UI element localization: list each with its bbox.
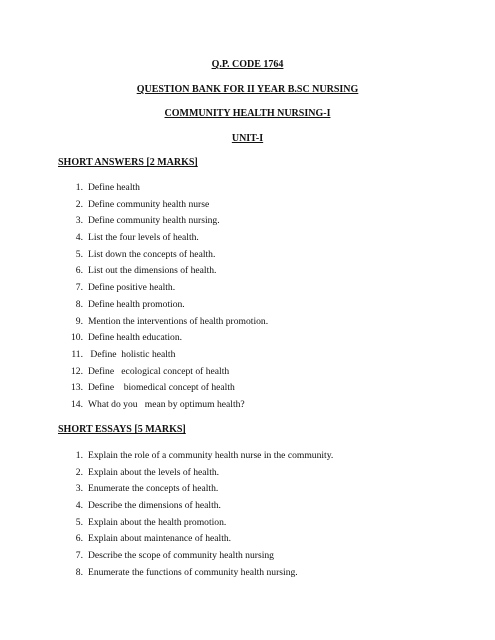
question-number: 7. bbox=[75, 282, 83, 294]
question-text: Explain the role of a community health nurse in the community. bbox=[88, 450, 334, 461]
question-item bbox=[0, 282, 495, 299]
question-item bbox=[0, 332, 495, 349]
question-item bbox=[0, 299, 495, 316]
question-item bbox=[0, 349, 495, 366]
question-item bbox=[0, 483, 495, 500]
question-item bbox=[0, 232, 495, 249]
question-bank-title: QUESTION BANK FOR II YEAR B.SC NURSING bbox=[136, 84, 359, 95]
question-text: Define holistic health bbox=[88, 348, 176, 360]
question-item bbox=[0, 450, 495, 467]
question-text: List out the dimensions of health. bbox=[88, 265, 217, 277]
question-number: 9. bbox=[75, 315, 83, 327]
question-text: Mention the interventions of health promotion. bbox=[88, 315, 269, 327]
question-item bbox=[0, 316, 495, 333]
question-number: 3. bbox=[75, 483, 83, 495]
question-text: Define health bbox=[88, 182, 140, 193]
question-text: Define positive health. bbox=[88, 282, 176, 294]
unit-title: UNIT-I bbox=[231, 133, 264, 144]
short-answers-list bbox=[0, 182, 495, 416]
question-item bbox=[0, 550, 495, 567]
question-text: List down the concepts of health. bbox=[88, 248, 216, 260]
question-number: 1. bbox=[75, 182, 83, 193]
question-text: Define community health nurse bbox=[88, 198, 210, 210]
question-item bbox=[0, 517, 495, 534]
question-text: Describe the dimensions of health. bbox=[88, 500, 221, 512]
subject-title: COMMUNITY HEALTH NURSING-I bbox=[164, 108, 331, 119]
question-number: 8. bbox=[75, 298, 83, 310]
question-item bbox=[0, 567, 495, 584]
question-text: Define biomedical concept of health bbox=[88, 382, 235, 394]
question-text: Define health promotion. bbox=[88, 298, 185, 310]
question-text: Describe the scope of community health nursing bbox=[88, 550, 274, 562]
question-number: 3. bbox=[75, 215, 83, 227]
question-item bbox=[0, 467, 495, 484]
short-essays-list bbox=[0, 450, 495, 584]
question-number: 4. bbox=[75, 500, 83, 512]
question-number: 1. bbox=[75, 450, 83, 461]
question-item bbox=[0, 249, 495, 266]
question-number: 14. bbox=[71, 398, 83, 410]
question-number: 11. bbox=[71, 348, 83, 360]
question-text: Explain about maintenance of health. bbox=[88, 533, 232, 545]
question-item bbox=[0, 215, 495, 232]
question-text: Define health education. bbox=[88, 332, 183, 344]
question-number: 10. bbox=[71, 332, 83, 344]
short-essays-section-title: SHORT ESSAYS [5 MARKS] bbox=[58, 424, 186, 435]
question-number: 12. bbox=[71, 365, 83, 377]
question-text: List the four levels of health. bbox=[88, 232, 199, 244]
question-item bbox=[0, 265, 495, 282]
question-text: Enumerate the concepts of health. bbox=[88, 483, 219, 495]
question-number: 2. bbox=[75, 198, 83, 210]
question-number: 5. bbox=[75, 248, 83, 260]
question-text: Enumerate the functions of community health nursing. bbox=[88, 566, 298, 578]
question-item bbox=[0, 399, 495, 416]
qp-code-heading: Q.P. CODE 1764 bbox=[211, 59, 284, 70]
question-item bbox=[0, 382, 495, 399]
question-text: What do you mean by optimum health? bbox=[88, 398, 245, 410]
question-item bbox=[0, 366, 495, 383]
question-text: Explain about the levels of health. bbox=[88, 466, 220, 478]
question-item bbox=[0, 199, 495, 216]
question-number: 13. bbox=[71, 382, 83, 394]
question-number: 6. bbox=[75, 533, 83, 545]
question-item bbox=[0, 500, 495, 517]
question-number: 7. bbox=[75, 550, 83, 562]
question-item bbox=[0, 533, 495, 550]
question-number: 5. bbox=[75, 516, 83, 528]
question-item bbox=[0, 182, 495, 199]
question-number: 6. bbox=[75, 265, 83, 277]
question-number: 2. bbox=[75, 466, 83, 478]
question-number: 8. bbox=[75, 566, 83, 578]
short-answers-section-title: SHORT ANSWERS [2 MARKS] bbox=[58, 157, 198, 168]
question-text: Explain about the health promotion. bbox=[88, 516, 227, 528]
question-text: Define community health nursing. bbox=[88, 215, 220, 227]
question-number: 4. bbox=[75, 232, 83, 244]
question-text: Define ecological concept of health bbox=[88, 365, 230, 377]
